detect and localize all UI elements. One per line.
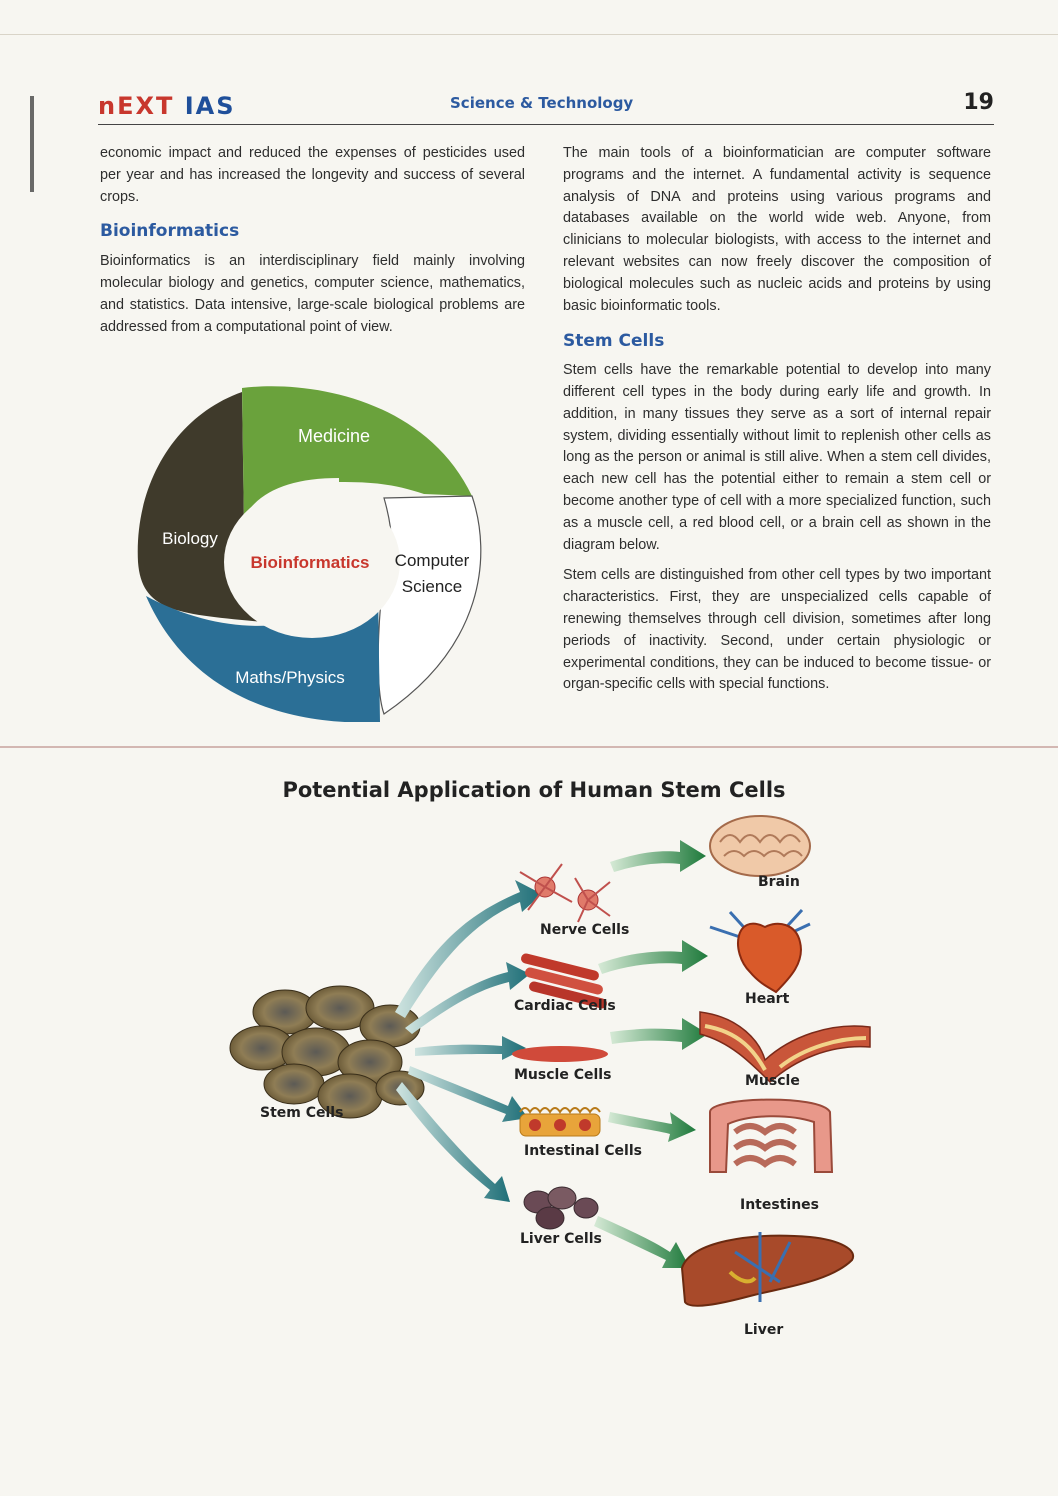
liver-cells-icon bbox=[524, 1187, 598, 1229]
header-rule bbox=[98, 124, 994, 125]
left-column bbox=[100, 143, 525, 338]
label-intestinal-cells: Intestinal Cells bbox=[524, 1143, 642, 1159]
label-muscle-cells: Muscle Cells bbox=[514, 1067, 612, 1083]
scan-edge-mark bbox=[30, 96, 34, 192]
logo-text-ias: IAS bbox=[184, 92, 236, 120]
wheel-label-medicine: Medicine bbox=[297, 426, 371, 446]
intestines-icon bbox=[710, 1100, 832, 1172]
label-intestines: Intestines bbox=[740, 1197, 819, 1213]
stem-cells-paragraph: Stem cells have the remarkable potential to develop into many different cell types in the body during early life and growth. In addition, in many tissues they serve as a sort of internal repair system, dividing essentially without limit to replenish other cells as long as the person or animal is still alive. When a stem cell divides, each new cell has the potential either to remain a stem cell or become another type of cell with a more specialized function, such as a muscle cell, a red blood cell, or a brain cell as shown in the diagram below. bbox=[563, 362, 991, 553]
stem-cells-cluster bbox=[230, 986, 424, 1118]
label-heart: Heart bbox=[745, 991, 790, 1007]
wheel-label-center: Bioinformatics bbox=[250, 553, 370, 572]
scan-fold-top bbox=[0, 34, 1058, 35]
scan-fold-middle bbox=[0, 746, 1058, 748]
wheel-label-computer: Computer bbox=[394, 551, 470, 570]
wheel-label-science: Science bbox=[401, 577, 463, 596]
publisher-logo bbox=[98, 92, 236, 120]
label-liver-cells: Liver Cells bbox=[520, 1231, 602, 1247]
cell-to-organ-arrows bbox=[594, 840, 708, 1268]
right-column bbox=[563, 143, 991, 696]
label-muscle: Muscle bbox=[745, 1073, 800, 1089]
intro-paragraph: economic impact and reduced the expenses of pesticides used per year and has increased the longevity and success of several crops. bbox=[100, 145, 525, 205]
wheel-segment-computer-science bbox=[378, 496, 481, 714]
logo-text-next: nEXT bbox=[98, 92, 175, 120]
label-liver: Liver bbox=[744, 1322, 784, 1338]
muscle-cells-icon bbox=[512, 1046, 608, 1062]
page-header bbox=[98, 88, 994, 124]
stem-to-cell-arrows bbox=[395, 880, 542, 1202]
section-title: Science & Technology bbox=[450, 94, 634, 112]
figure-title: Potential Application of Human Stem Cells bbox=[282, 778, 786, 802]
intestinal-cells-icon bbox=[520, 1108, 600, 1136]
label-cardiac-cells: Cardiac Cells bbox=[514, 998, 616, 1014]
heart-icon bbox=[710, 910, 810, 992]
bioinformatics-heading: Bioinformatics bbox=[100, 221, 240, 242]
label-stem-cells: Stem Cells bbox=[260, 1105, 344, 1121]
label-brain: Brain bbox=[758, 874, 800, 890]
muscle-organ-icon bbox=[700, 1012, 870, 1082]
liver-icon bbox=[682, 1232, 853, 1306]
wheel-label-maths: Maths/Physics bbox=[235, 668, 345, 687]
stem-cells-heading: Stem Cells bbox=[563, 331, 665, 352]
bioinformatics-tools-paragraph: The main tools of a bioinformatician are computer software programs and the internet. A fundamental activity is sequence analysis of DNA and proteins using various programs and databases available on the world wide web. Anyone, from clinicians to molecular biologists, with access to the internet and relevant websites can now freely discover the composition of biological molecules such as nucleic acids and proteins by using basic bioinformatic tools. bbox=[563, 145, 991, 314]
page-number: 19 bbox=[963, 90, 994, 115]
bioinformatics-wheel-diagram bbox=[134, 386, 484, 722]
stem-cells-characteristics-paragraph: Stem cells are distinguished from other cell types by two important characteristics. First, they are unspecialized cells capable of renewing themselves through cell division, sometimes after long periods of inactivity. Second, under certain physiologic or experimental conditions, they can be induced to become tissue- or organ-specific cells with special functions. bbox=[563, 567, 991, 693]
brain-icon bbox=[710, 816, 810, 876]
label-nerve-cells: Nerve Cells bbox=[540, 922, 630, 938]
bioinformatics-paragraph: Bioinformatics is an interdisciplinary field mainly involving molecular biology and genetics, computer science, mathematics, and statistics. Data intensive, large-scale biological problems are addressed from a computational point of view. bbox=[100, 253, 525, 335]
wheel-label-biology: Biology bbox=[162, 529, 218, 548]
